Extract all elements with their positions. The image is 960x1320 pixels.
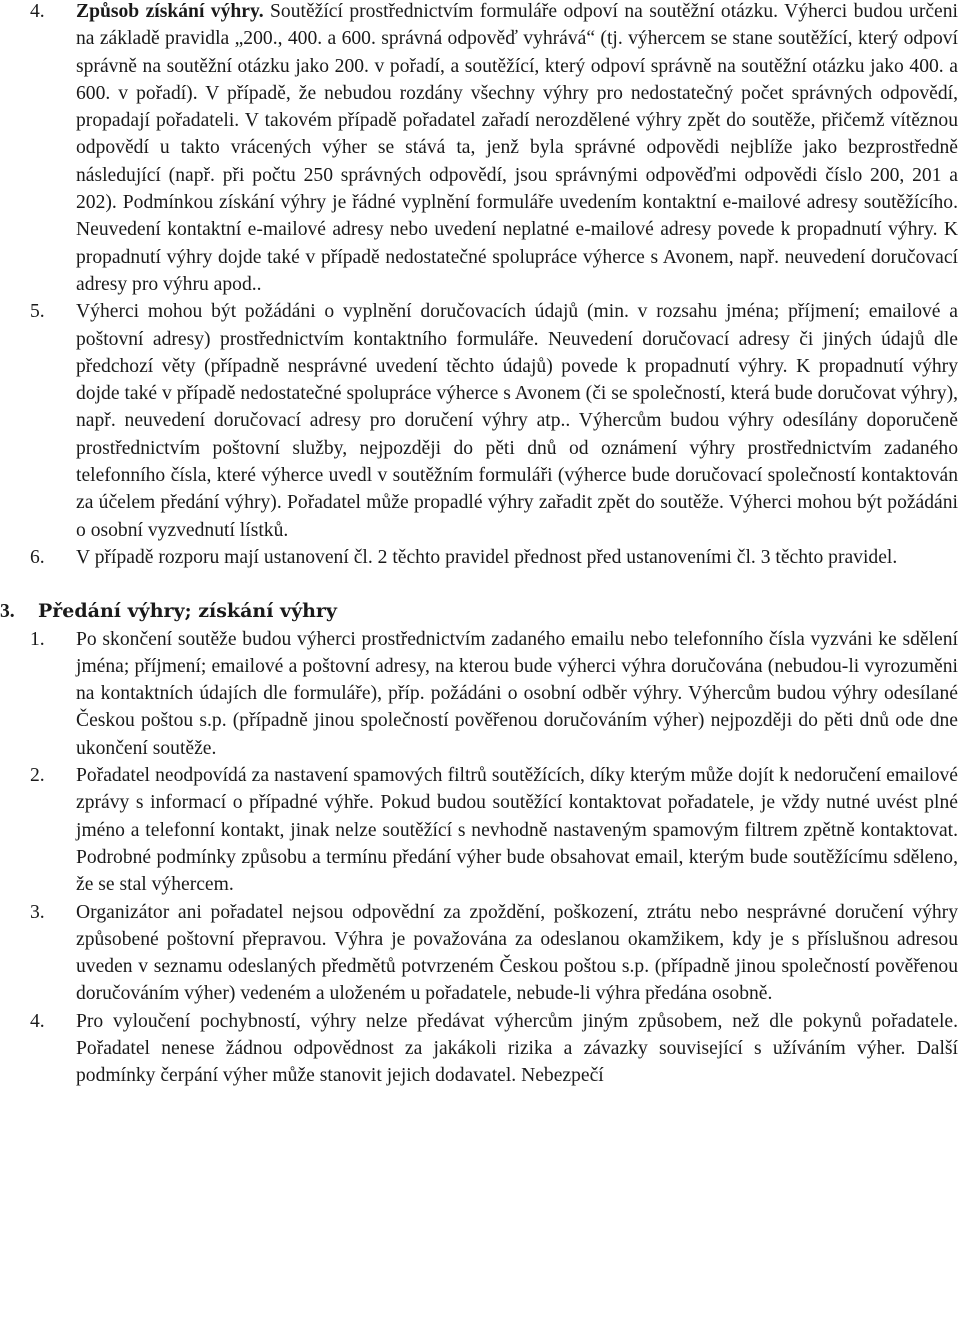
item-number: 1. (30, 628, 45, 650)
item-number: 4. (30, 1010, 45, 1032)
list-item (0, 544, 960, 571)
item-number: 2. (30, 765, 45, 787)
section-heading (0, 598, 960, 625)
item-text (76, 0, 958, 298)
list-item (0, 762, 960, 898)
item-text: V případě rozporu mají ustanovení čl. 2 těchto pravidel přednost před ustanoveními čl. 3 těchto pravidel. (76, 546, 898, 568)
item-text: Po skončení soutěže budou výherci prostřednictvím zadaného emailu nebo telefonního čísla vyzváni ke sdělení jména; příjmení; emailové a poštovní adresy, na kterou bude výherci výhra doručována (nebudou-li vyrozuměni na kontaktních údajích dle formuláře), příp. požádáni o osobní odběr výhry. Výhercům budou výhry odesílané Českou poštou s.p. (případně jinou společností pověřenou doručováním výher) nejpozději do pěti dnů ode dne ukončení soutěže. (76, 628, 958, 759)
item-text: Výherci mohou být požádáni o vyplnění doručovacích údajů (min. v rozsahu jména; příjmení; emailové a poštovní adresy) prostřednictvím kontaktního formuláře. Neuvedení doručovací adresy či jiných údajů dle předchozí věty (případně nesprávné uvedení těchto údajů) povede k propadnutí výhry. K propadnutí výhry dojde také v případě nedostatečné spolupráce výherce s Avonem (či se společností, která bude doručovat výhry), např. neuvedení doručovací adresy pro doručení výhry atp.. Výhercům budou výhry odesílány doporučeně prostřednictvím poštovní služby, nejpozději do pěti dnů od oznámení výhry prostřednictvím zadaného telefonního čísla, které výherce uvedl v soutěžním formuláři (výherce bude doručovací společností kontaktován za účelem předání výhry). Pořadatel může propadlé výhry zařadit zpět do soutěže. Výherci mohou být požádáni o osobní vyzvednutí lístků. (76, 301, 958, 541)
item-text: Pro vyloučení pochybností, výhry nelze předávat výhercům jiným způsobem, než dle pokynů pořadatele. Pořadatel nenese žádnou odpovědnost za jakákoli rizika a závazky související s užíváním výher. Další podmínky čerpání výher může stanovit jejich dodavatel. Nebezpečí (76, 1010, 958, 1087)
list-item (0, 899, 960, 1008)
item-number: 6. (30, 546, 45, 568)
list-item (0, 0, 960, 298)
item-number: 4. (30, 1, 45, 22)
item-number: 3. (30, 901, 45, 923)
item-text: Pořadatel neodpovídá za nastavení spamových filtrů soutěžících, díky kterým může dojít k nedoručení emailové zprávy s informací o případné výhře. Pokud budou soutěžící kontaktovat pořadatele, je vždy nutné uvést plné jméno a telefonní kontakt, jinak nelze soutěžící s nevhodně nastaveným spamovým filtrem zpětně kontaktovat. Podrobné podmínky způsobu a termínu předání výher bude obsahovat email, kterým bude soutěžícímu sděleno, že se stal výhercem. (76, 765, 958, 896)
item-lead: Způsob získání výhry. (76, 1, 264, 22)
section-title: Předání výhry; získání výhry (38, 600, 337, 623)
list-item (0, 1008, 960, 1090)
section-number: 3. (0, 601, 15, 623)
item-number: 5. (30, 301, 45, 323)
list-item (0, 298, 960, 544)
list-item (0, 626, 960, 762)
item-body: Soutěžící prostřednictvím formuláře odpoví na soutěžní otázku. Výherci budou určeni na základě pravidla „200., 400. a 600. správná odpověď vyhrává“ (tj. výhercem se stane soutěžící, který odpoví správně na soutěžní otázku jako 200. v pořadí, a soutěžící, který odpoví správně na soutěžní otázku jako 400. a 600. v pořadí). V případě, že nebudou rozdány všechny výhry pro nedostatečný počet správných odpovědí, propadají pořadateli. V takovém případě pořadatel zařadí nerozdělené výhry zpět do soutěže, přičemž vítěznou odpovědí u takto vrácených výher se stává ta, jenž byla správné odpovědi nejblíže jako bezprostředně následující (např. při počtu 250 správných odpovědí, jsou správnými odpověďmi odpovědi číslo 200, 201 a 202). Podmínkou získání výhry je řádné vyplnění formuláře uvedením kontaktní e-mailové adresy soutěžícího. Neuvedení kontaktní e-mailové adresy nebo uvedení neplatné e-mailové adresy povede k propadnutí výhry. K propadnutí výhry dojde také v případě nedostatečné spolupráce výherce s Avonem, např. neuvedení doručovací adresy pro výhru apod.. (76, 1, 958, 295)
item-text: Organizátor ani pořadatel nejsou odpovědní za zpoždění, poškození, ztrátu nebo nesprávné doručení výhry způsobené poštovní přepravou. Výhra je považována za odeslanou okamžikem, kdy je s příslušnou adresou uveden v seznamu odeslaných předmětů potvrzeném Českou poštou s.p. (případně jinou společností pověřenou doručováním výher) vedeném a uloženém u pořadatele, nebude-li výhra předána osobně. (76, 901, 958, 1005)
